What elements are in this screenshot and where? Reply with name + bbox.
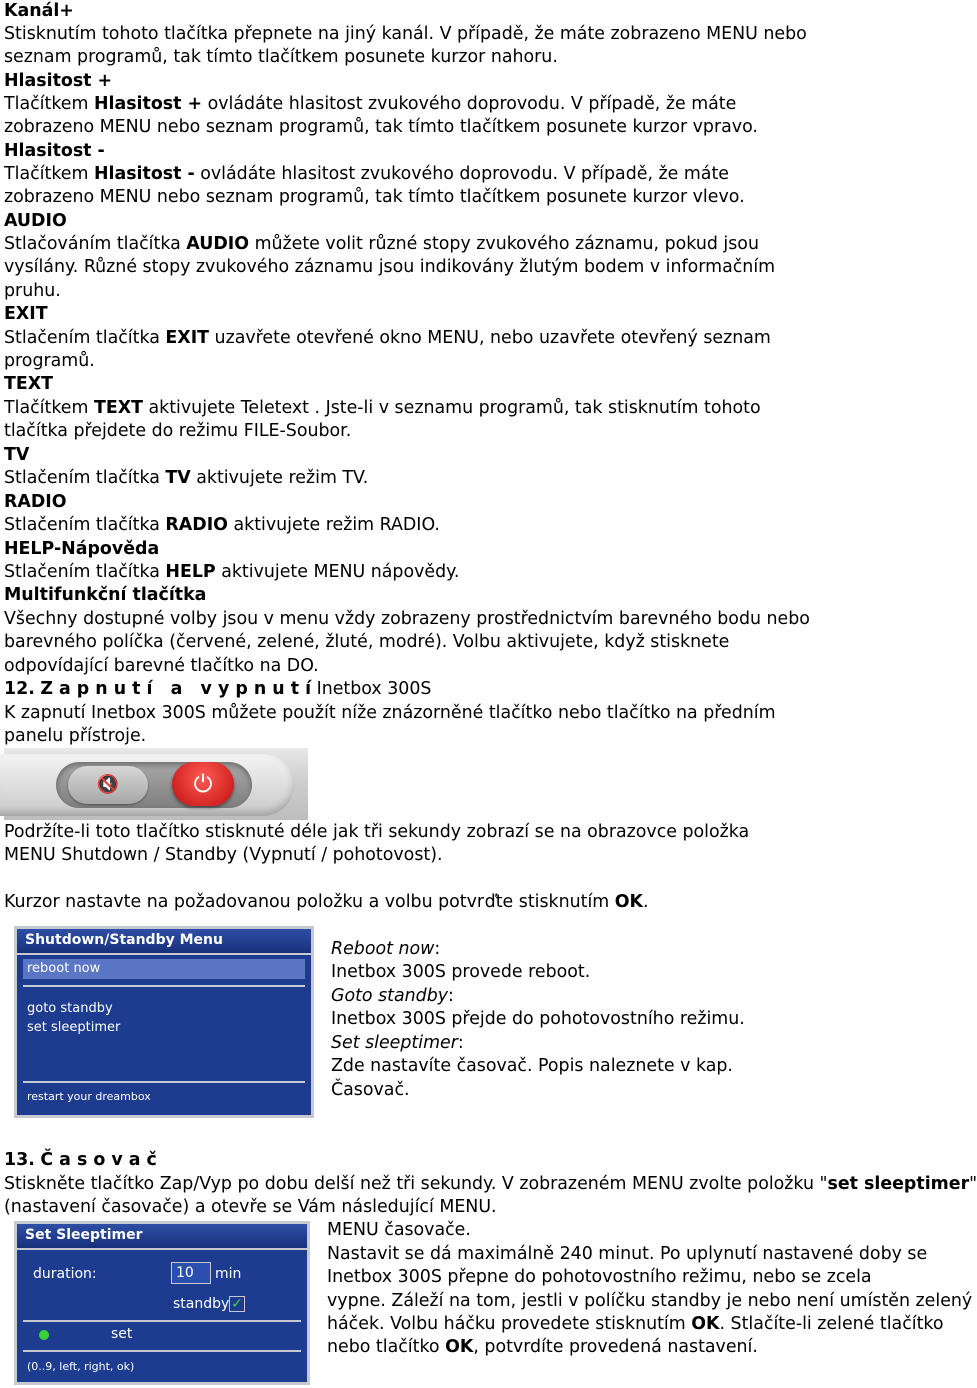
heading-tv: TV bbox=[4, 445, 30, 465]
paragraph-line: (nastavení časovače) a otevře se Vám následující MENU. bbox=[4, 1197, 497, 1217]
menu-separator bbox=[23, 1081, 305, 1083]
paragraph-line: programů. bbox=[4, 351, 95, 371]
mute-icon: 🔇 bbox=[68, 766, 148, 804]
paragraph-line: háček. Volbu háčku provedete stisknutím OK. Stlačíte-li zelené tlačítko bbox=[327, 1314, 944, 1334]
option-reboot-desc: Inetbox 300S provede reboot. bbox=[331, 962, 591, 982]
set-button[interactable]: set bbox=[111, 1326, 133, 1342]
paragraph-line: Nastavit se dá maximálně 240 minut. Po uplynutí nastavené doby se bbox=[327, 1244, 928, 1264]
paragraph-line: MENU Shutdown / Standby (Vypnutí / pohotovost). bbox=[4, 845, 443, 865]
sleeptimer-menu bbox=[14, 1221, 310, 1385]
green-dot-icon bbox=[39, 1330, 49, 1340]
duration-input[interactable]: 10 bbox=[171, 1262, 211, 1284]
heading-radio: RADIO bbox=[4, 492, 67, 512]
paragraph-line: Stlačováním tlačítka AUDIO můžete volit různé stopy zvukového záznamu, pokud jsou bbox=[4, 234, 759, 254]
paragraph-line: Kurzor nastavte na požadovanou položku a volbu potvrďte stisknutím OK. bbox=[4, 892, 649, 912]
heading-help: HELP-Nápověda bbox=[4, 539, 160, 559]
remote-power-button-photo bbox=[4, 748, 308, 820]
heading-hlasitost-minus: Hlasitost - bbox=[4, 141, 105, 161]
paragraph-line: Stiskněte tlačítko Zap/Vyp po dobu delší než tři sekundy. V zobrazeném MENU zvolte položku "set sleeptimer" bbox=[4, 1174, 977, 1194]
section-12-heading: 12. Z a p n u t í a v y p n u t í Inetbox 300S bbox=[4, 679, 432, 699]
paragraph-line: Stlačením tlačítka TV aktivujete režim TV. bbox=[4, 468, 369, 488]
paragraph-line: seznam programů, tak tímto tlačítkem posunete kurzor nahoru. bbox=[4, 47, 558, 67]
paragraph-line: Stlačením tlačítka RADIO aktivujete režim RADIO. bbox=[4, 515, 440, 535]
paragraph-line: Stlačením tlačítka EXIT uzavřete otevřené okno MENU, nebo uzavřete otevřený seznam bbox=[4, 328, 771, 348]
option-sleeptimer-name: Set sleeptimer: bbox=[331, 1033, 464, 1053]
option-standby-name: Goto standby: bbox=[331, 986, 454, 1006]
paragraph-line: Inetbox 300S přepne do pohotovostního režimu, nebo se zcela bbox=[327, 1267, 872, 1287]
menu-title: Shutdown/Standby Menu bbox=[17, 929, 311, 955]
paragraph-line: barevného políčka (červené, zelené, žluté, modré). Volbu aktivujete, když stisknete bbox=[4, 632, 730, 652]
menu-separator bbox=[23, 985, 305, 987]
paragraph-line: Stlačením tlačítka HELP aktivujete MENU nápovědy. bbox=[4, 562, 460, 582]
option-reboot-name: Reboot now: bbox=[331, 939, 441, 959]
duration-label: duration: bbox=[33, 1266, 97, 1282]
shutdown-standby-menu bbox=[14, 926, 314, 1118]
section-13-heading: 13. Č a s o v a č bbox=[4, 1150, 157, 1170]
standby-label: standby bbox=[173, 1296, 230, 1312]
menu-item-set-sleeptimer[interactable]: set sleeptimer bbox=[27, 1020, 121, 1035]
heading-exit: EXIT bbox=[4, 304, 48, 324]
paragraph-line: panelu přístroje. bbox=[4, 726, 147, 746]
paragraph-line: tlačítka přejdete do režimu FILE-Soubor. bbox=[4, 421, 352, 441]
paragraph-line: vypne. Záleží na tom, jestli v políčku standby je nebo není umístěn zelený bbox=[327, 1291, 973, 1311]
paragraph-line: pruhu. bbox=[4, 281, 61, 301]
paragraph-line: MENU časovače. bbox=[327, 1220, 471, 1240]
menu-title: Set Sleeptimer bbox=[17, 1224, 307, 1250]
menu-item-goto-standby[interactable]: goto standby bbox=[27, 1001, 113, 1016]
option-sleeptimer-desc: Časovač. bbox=[331, 1080, 410, 1100]
menu-separator bbox=[23, 1350, 301, 1352]
paragraph-line: K zapnutí Inetbox 300S můžete použít níže znázorněné tlačítko nebo tlačítko na předním bbox=[4, 703, 776, 723]
heading-kanal-plus: Kanál+ bbox=[4, 1, 74, 21]
menu-footer-hint: restart your dreambox bbox=[27, 1090, 151, 1103]
paragraph-line: Všechny dostupné volby jsou v menu vždy zobrazeny prostřednictvím barevného bodu nebo bbox=[4, 609, 810, 629]
paragraph-line: vysílány. Různé stopy zvukového záznamu jsou indikovány žlutým bodem v informačním bbox=[4, 257, 776, 277]
heading-audio: AUDIO bbox=[4, 211, 67, 231]
power-icon: ⏻ bbox=[172, 762, 234, 806]
paragraph-line: odpovídající barevné tlačítko na DO. bbox=[4, 656, 319, 676]
paragraph-line: Tlačítkem Hlasitost - ovládáte hlasitost zvukového doprovodu. V případě, že máte bbox=[4, 164, 729, 184]
menu-separator bbox=[23, 1320, 301, 1322]
heading-multifunction: Multifunkční tlačítka bbox=[4, 585, 207, 605]
paragraph-line: nebo tlačítko OK, potvrdíte provedená nastavení. bbox=[327, 1337, 758, 1357]
paragraph-line: Stisknutím tohoto tlačítka přepnete na jiný kanál. V případě, že máte zobrazeno MENU nebo bbox=[4, 24, 807, 44]
duration-unit: min bbox=[215, 1266, 242, 1282]
paragraph-line: Tlačítkem TEXT aktivujete Teletext . Jste-li v seznamu programů, tak stisknutím tohoto bbox=[4, 398, 761, 418]
standby-checkbox[interactable]: ✓ bbox=[229, 1296, 245, 1312]
heading-hlasitost-plus: Hlasitost + bbox=[4, 71, 113, 91]
paragraph-line: Podržíte-li toto tlačítko stisknuté déle jak tři sekundy zobrazí se na obrazovce položka bbox=[4, 822, 750, 842]
paragraph-line: zobrazeno MENU nebo seznam programů, tak tímto tlačítkem posunete kurzor vlevo. bbox=[4, 187, 745, 207]
option-sleeptimer-desc: Zde nastavíte časovač. Popis naleznete v kap. bbox=[331, 1056, 733, 1076]
paragraph-line: zobrazeno MENU nebo seznam programů, tak tímto tlačítkem posunete kurzor vpravo. bbox=[4, 117, 758, 137]
key-hint: (0..9, left, right, ok) bbox=[27, 1360, 135, 1373]
menu-item-reboot-now[interactable]: reboot now bbox=[23, 959, 305, 979]
paragraph-line: Tlačítkem Hlasitost + ovládáte hlasitost zvukového doprovodu. V případě, že máte bbox=[4, 94, 737, 114]
heading-text: TEXT bbox=[4, 374, 54, 394]
option-standby-desc: Inetbox 300S přejde do pohotovostního režimu. bbox=[331, 1009, 745, 1029]
